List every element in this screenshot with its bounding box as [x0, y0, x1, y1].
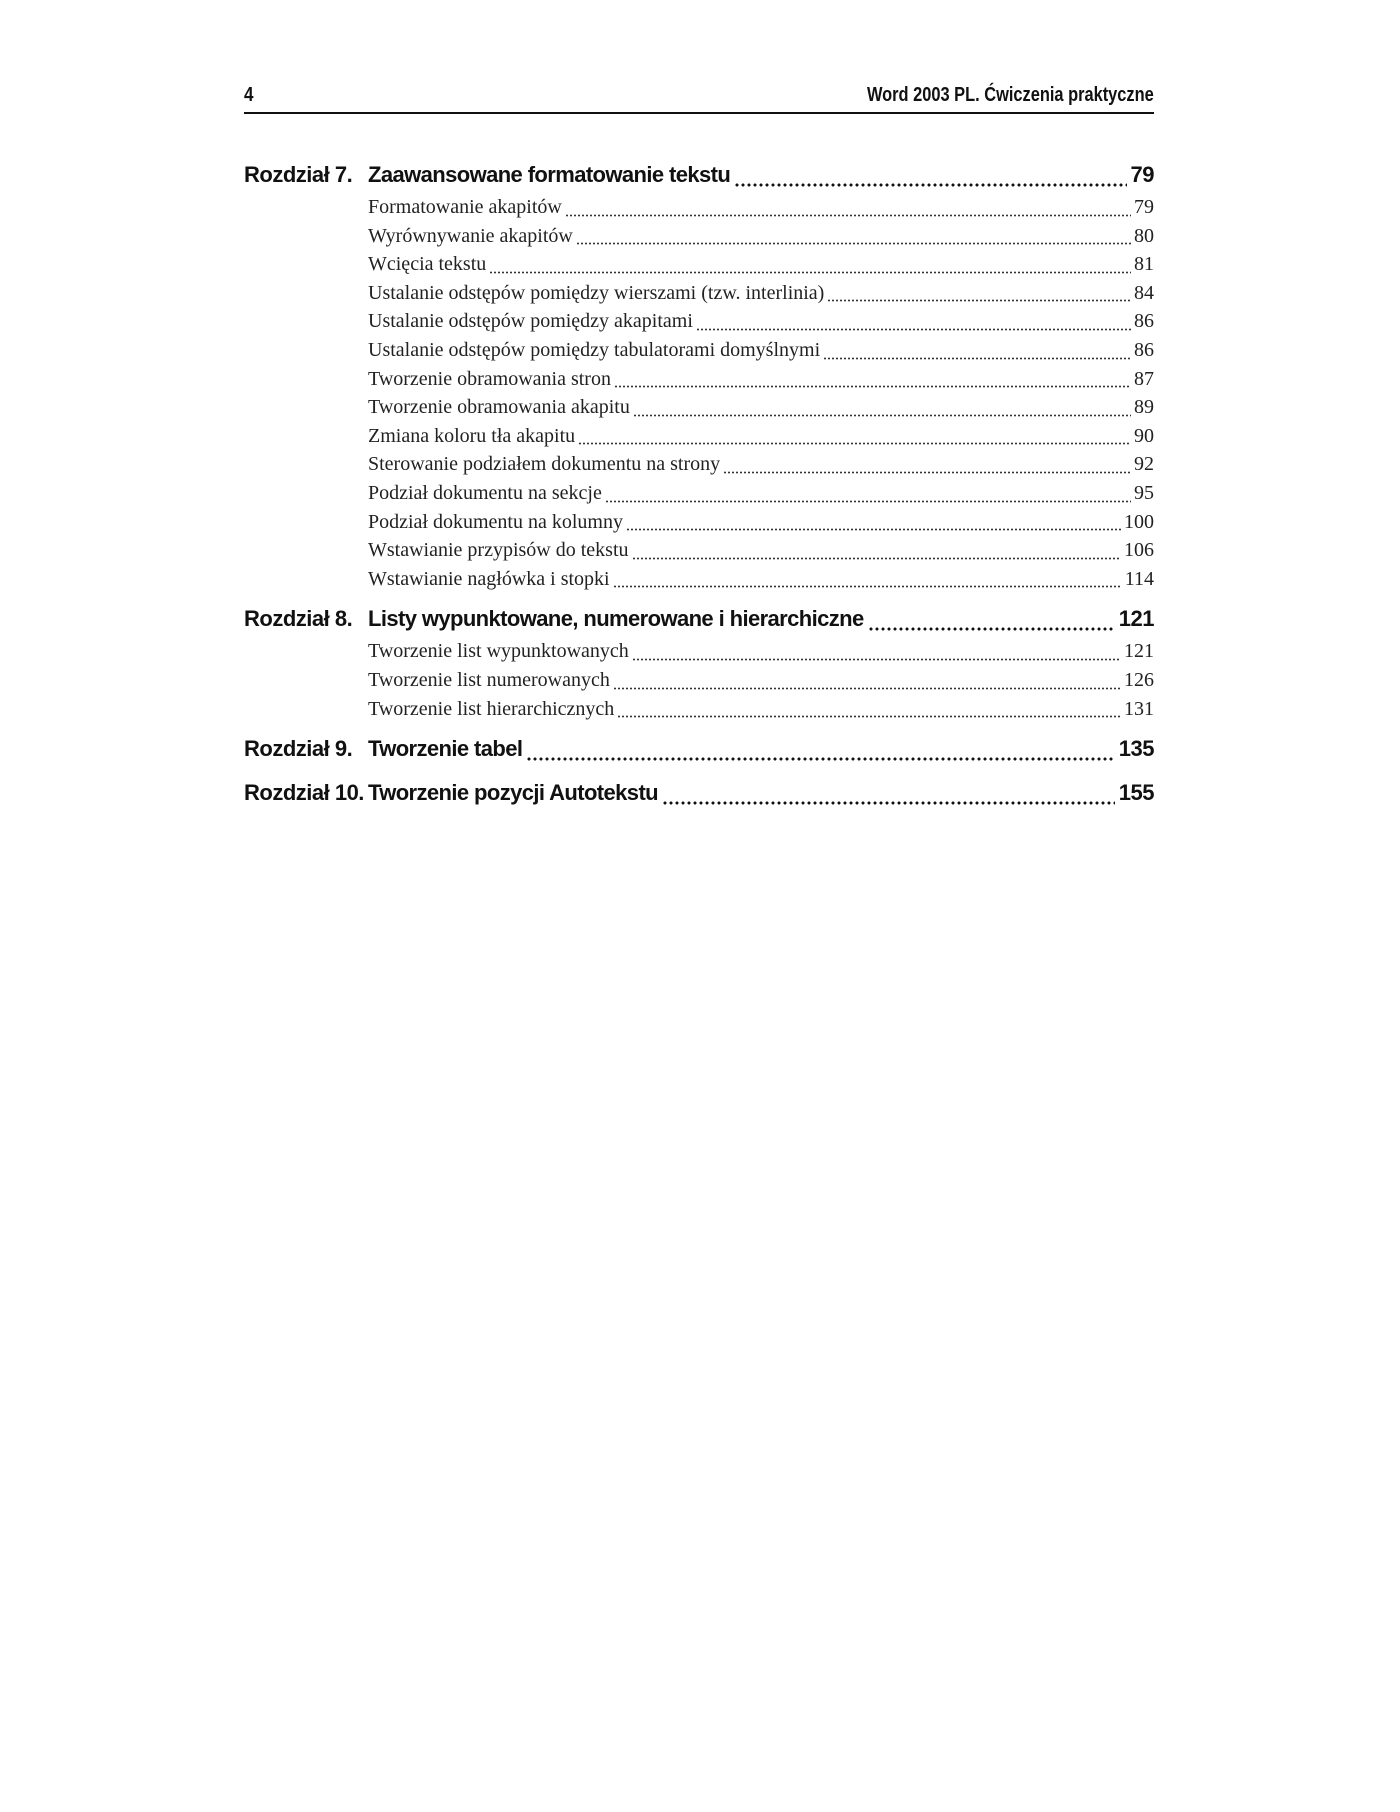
dot-leader [617, 715, 1121, 718]
entry-page: 114 [1124, 567, 1154, 590]
toc-entry[interactable] [368, 539, 1154, 568]
entry-title: Wyrównywanie akapitów [368, 224, 573, 247]
toc-entry[interactable] [368, 396, 1154, 425]
entry-page: 79 [1134, 196, 1154, 218]
dot-leader [632, 557, 1122, 560]
chapter-title: Tworzenie tabel [368, 736, 523, 762]
entry-title: Zmiana koloru tła akapitu [368, 424, 576, 447]
chapter-page: 135 [1118, 736, 1154, 762]
chapter-label: Rozdział 8. [244, 606, 353, 632]
toc-entry[interactable] [368, 669, 1154, 698]
toc-entry[interactable] [368, 698, 1154, 727]
section-list [244, 640, 1154, 726]
toc-entry[interactable] [368, 568, 1154, 597]
chapter-page: 155 [1118, 780, 1154, 806]
toc-entry[interactable] [368, 482, 1154, 511]
entry-page: 81 [1134, 253, 1154, 276]
entry-page: 87 [1134, 367, 1154, 390]
entry-title: Ustalanie odstępów pomiędzy wierszami (tzw. interlinia) [368, 281, 825, 304]
entry-title: Ustalanie odstępów pomiędzy tabulatorami domyślnymi [368, 338, 821, 361]
dot-leader [626, 528, 1121, 531]
toc-entry[interactable] [368, 511, 1154, 540]
dot-leader [605, 500, 1131, 503]
dot-leader [578, 442, 1131, 445]
entry-page: 95 [1134, 481, 1154, 504]
dot-leader [734, 183, 1126, 187]
entry-page: 90 [1134, 424, 1154, 447]
toc-entry[interactable] [368, 368, 1154, 397]
entry-title: Tworzenie list numerowanych [368, 668, 610, 691]
entry-title: Wstawianie przypisów do tekstu [368, 539, 629, 562]
chapter-page: 121 [1118, 606, 1154, 632]
dot-leader [827, 299, 1131, 302]
dot-leader [662, 801, 1115, 805]
chapter-heading[interactable] [244, 162, 1154, 196]
toc-entry[interactable] [368, 310, 1154, 339]
chapter-title: Zaawansowane formatowanie tekstu [368, 162, 731, 187]
toc-chapter-10 [244, 780, 1154, 814]
entry-page: 100 [1124, 510, 1154, 533]
entry-page: 121 [1124, 640, 1154, 663]
dot-leader [526, 757, 1114, 761]
entry-page: 89 [1134, 396, 1154, 419]
dot-leader [696, 328, 1131, 331]
entry-page: 126 [1124, 668, 1154, 691]
entry-title: Tworzenie obramowania akapitu [368, 396, 630, 419]
dot-leader [723, 471, 1131, 474]
entry-page: 80 [1134, 224, 1154, 247]
entry-title: Podział dokumentu na kolumny [368, 510, 623, 533]
toc-entry[interactable] [368, 453, 1154, 482]
entry-title: Wstawianie nagłówka i stopki [368, 567, 610, 590]
page-number: 4 [244, 84, 254, 106]
dot-leader [868, 627, 1115, 631]
entry-page: 131 [1124, 697, 1154, 720]
entry-title: Ustalanie odstępów pomiędzy akapitami [368, 310, 693, 333]
entry-title: Tworzenie list hierarchicznych [368, 697, 615, 720]
toc-entry[interactable] [368, 640, 1154, 669]
toc-entry[interactable] [368, 196, 1154, 225]
chapter-title: Tworzenie pozycji Autotekstu [368, 780, 659, 806]
entry-title: Podział dokumentu na sekcje [368, 481, 602, 504]
page-header [244, 84, 1154, 114]
entry-title: Sterowanie podziałem dokumentu na strony [368, 453, 721, 476]
dot-leader [614, 385, 1131, 388]
dot-leader [613, 585, 1122, 588]
chapter-label: Rozdział 10. [244, 780, 364, 806]
toc-entry[interactable] [368, 282, 1154, 311]
chapter-heading[interactable] [244, 606, 1154, 640]
dot-leader [489, 271, 1131, 274]
dot-leader [823, 357, 1131, 360]
entry-title: Tworzenie obramowania stron [368, 367, 611, 390]
entry-page: 86 [1134, 338, 1154, 361]
toc-entry[interactable] [368, 425, 1154, 454]
running-title: Word 2003 PL. Ćwiczenia praktyczne [867, 84, 1154, 106]
entry-page: 106 [1124, 539, 1154, 562]
dot-leader [633, 414, 1131, 417]
toc-entry[interactable] [368, 253, 1154, 282]
entry-page: 84 [1134, 281, 1154, 304]
toc-chapter-8 [244, 606, 1154, 726]
chapter-label: Rozdział 7. [244, 162, 353, 187]
entry-title: Tworzenie list wypunktowanych [368, 640, 629, 663]
chapter-heading[interactable] [244, 780, 1154, 814]
section-list [244, 196, 1154, 596]
dot-leader [576, 242, 1131, 245]
entry-page: 92 [1134, 453, 1154, 476]
chapter-label: Rozdział 9. [244, 736, 353, 762]
entry-title: Wcięcia tekstu [368, 253, 487, 276]
table-of-contents [244, 162, 1154, 824]
dot-leader [632, 658, 1121, 661]
toc-entry[interactable] [368, 339, 1154, 368]
entry-title: Formatowanie akapitów [368, 196, 562, 218]
dot-leader [613, 687, 1121, 690]
toc-chapter-7 [244, 162, 1154, 596]
entry-page: 86 [1134, 310, 1154, 333]
chapter-title: Listy wypunktowane, numerowane i hierarchiczne [368, 606, 864, 632]
chapter-heading[interactable] [244, 736, 1154, 770]
chapter-page: 79 [1130, 162, 1154, 187]
toc-chapter-9 [244, 736, 1154, 770]
toc-entry[interactable] [368, 225, 1154, 254]
dot-leader [565, 214, 1131, 217]
